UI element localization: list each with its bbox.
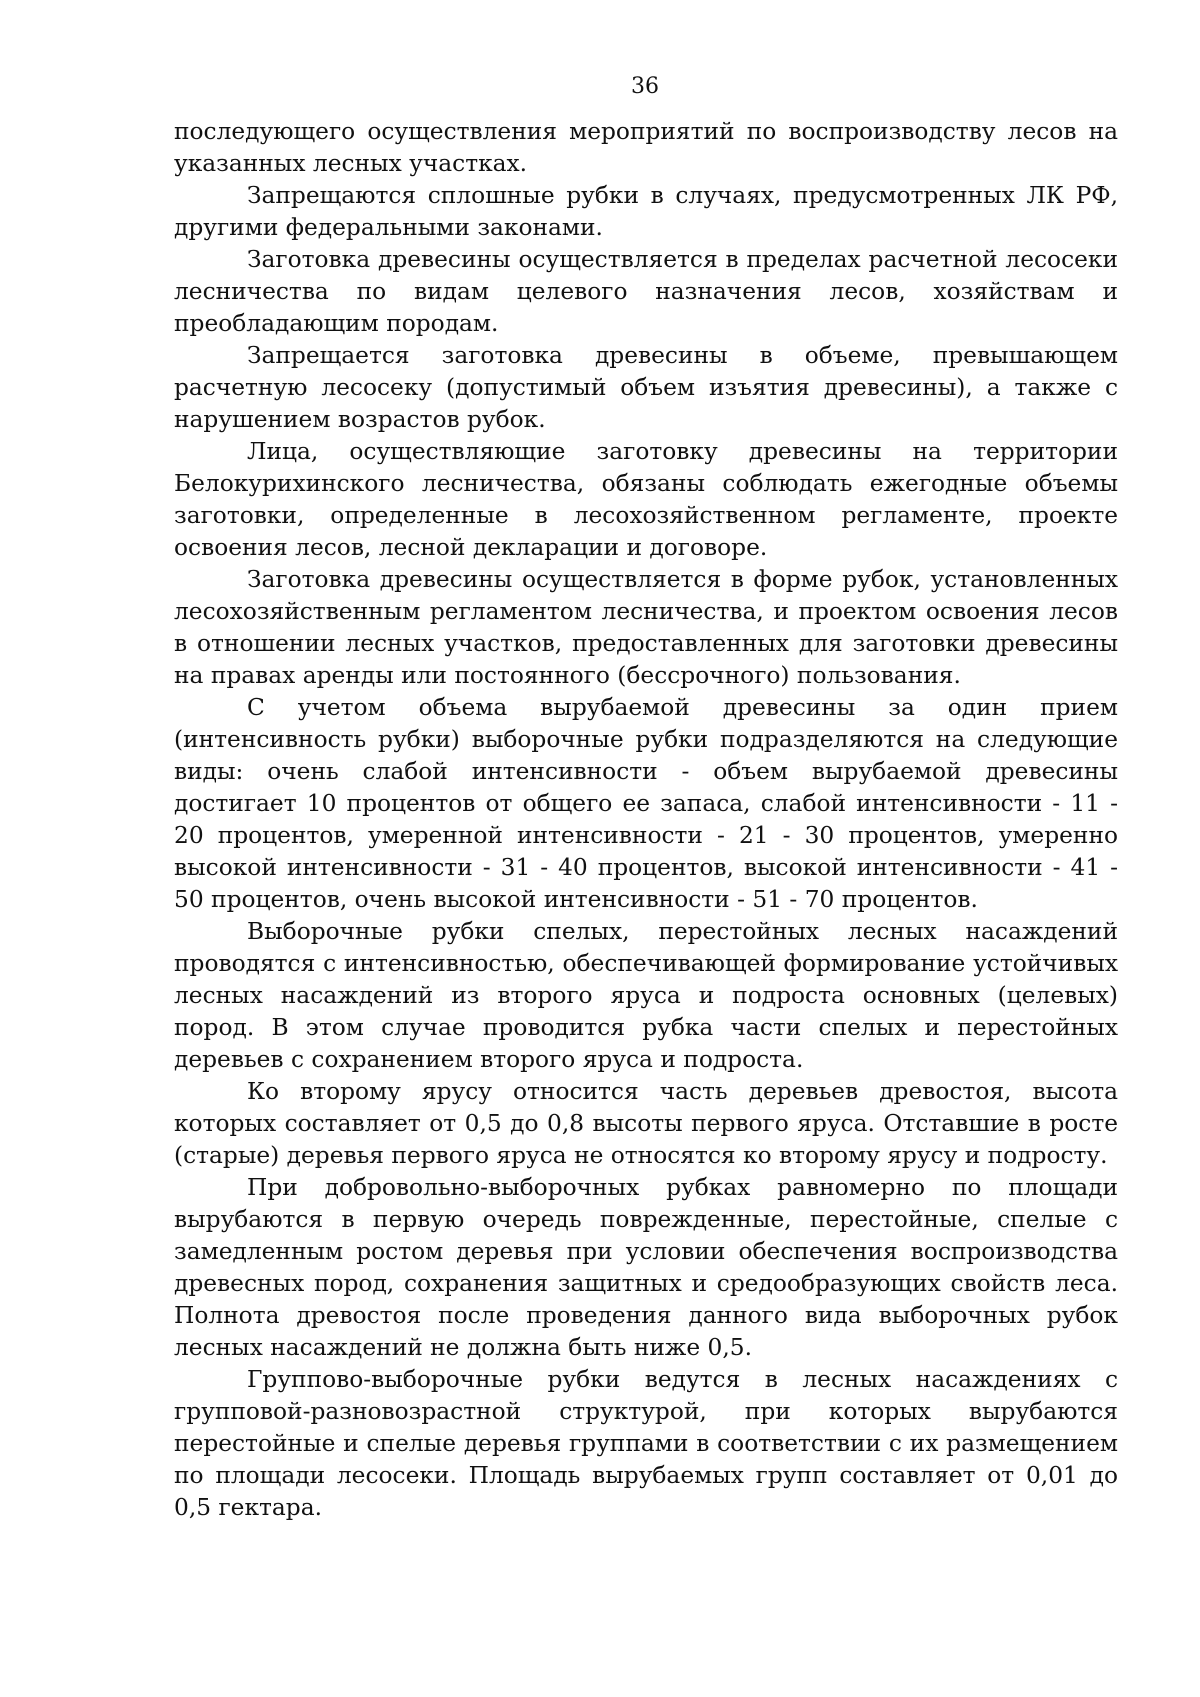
paragraph-clearcut-ban: Запрещаются сплошные рубки в случаях, предусмотренных ЛК РФ, другими федеральными законами. xyxy=(174,182,1118,241)
paragraph-intensity-classes: С учетом объема вырубаемой древесины за один прием (интенсивность рубки) выборочные рубки подразделяются на следующие виды: очень слабой интенсивности - объем вырубаемой древесины достигает 10 процентов от общего ее запаса, слабой интенсивности - 11 - 20 процентов, умеренной интенсивности - 21 - 30 процентов, умеренно высокой интенсивности - 31 - 40 процентов, высокой интенсивности - 41 - 50 процентов, очень высокой интенсивности - 51 - 70 процентов. xyxy=(174,694,1118,913)
paragraph-selective-mature: Выборочные рубки спелых, перестойных лесных насаждений проводятся с интенсивностью, обеспечивающей формирование устойчивых лесных насаждений из второго яруса и подроста основных (целевых) пород. В этом случае проводится рубка части спелых и перестойных деревьев с сохранением второго яруса и подроста. xyxy=(174,918,1118,1073)
paragraph-excess-ban: Запрещается заготовка древесины в объеме, превышающем расчетную лесосеку (допустимый объем изъятия древесины), а также с нарушением возрастов рубок. xyxy=(174,342,1118,433)
paragraph-second-tier: Ко второму ярусу относится часть деревьев древостоя, высота которых составляет от 0,5 до 0,8 высоты первого яруса. Отставшие в росте (старые) деревья первого яруса не относятся ко второму ярусу и подросту. xyxy=(174,1078,1118,1169)
paragraph-harvester-obligations: Лица, осуществляющие заготовку древесины на территории Белокурихинского лесничества, обязаны соблюдать ежегодные объемы заготовки, определенные в лесохозяйственном регламенте, проекте освоения лесов, лесной декларации и договоре. xyxy=(174,438,1118,561)
page-number: 36 xyxy=(631,74,659,99)
paragraph-continuation: последующего осуществления мероприятий по воспроизводству лесов на указанных лесных участках. xyxy=(174,118,1118,177)
paragraph-group-selective: Группово-выборочные рубки ведутся в лесных насаждениях с групповой-разновозрастной структурой, при которых вырубаются перестойные и спелые деревья группами в соответствии с их размещением по площади лесосеки. Площадь вырубаемых групп составляет от 0,01 до 0,5 гектара. xyxy=(174,1366,1118,1521)
document-body xyxy=(174,116,1118,1524)
paragraph-harvest-forms: Заготовка древесины осуществляется в форме рубок, установленных лесохозяйственным регламентом лесничества, и проектом освоения лесов в отношении лесных участков, предоставленных для заготовки древесины на правах аренды или постоянного (бессрочного) пользования. xyxy=(174,566,1118,689)
paragraph-harvest-limits: Заготовка древесины осуществляется в пределах расчетной лесосеки лесничества по видам целевого назначения лесов, хозяйствам и преобладающим породам. xyxy=(174,246,1118,337)
paragraph-voluntary-selective: При добровольно-выборочных рубках равномерно по площади вырубаются в первую очередь поврежденные, перестойные, спелые с замедленным ростом деревья при условии обеспечения воспроизводства древесных пород, сохранения защитных и средообразующих свойств леса. Полнота древостоя после проведения данного вида выборочных рубок лесных насаждений не должна быть ниже 0,5. xyxy=(174,1174,1118,1361)
